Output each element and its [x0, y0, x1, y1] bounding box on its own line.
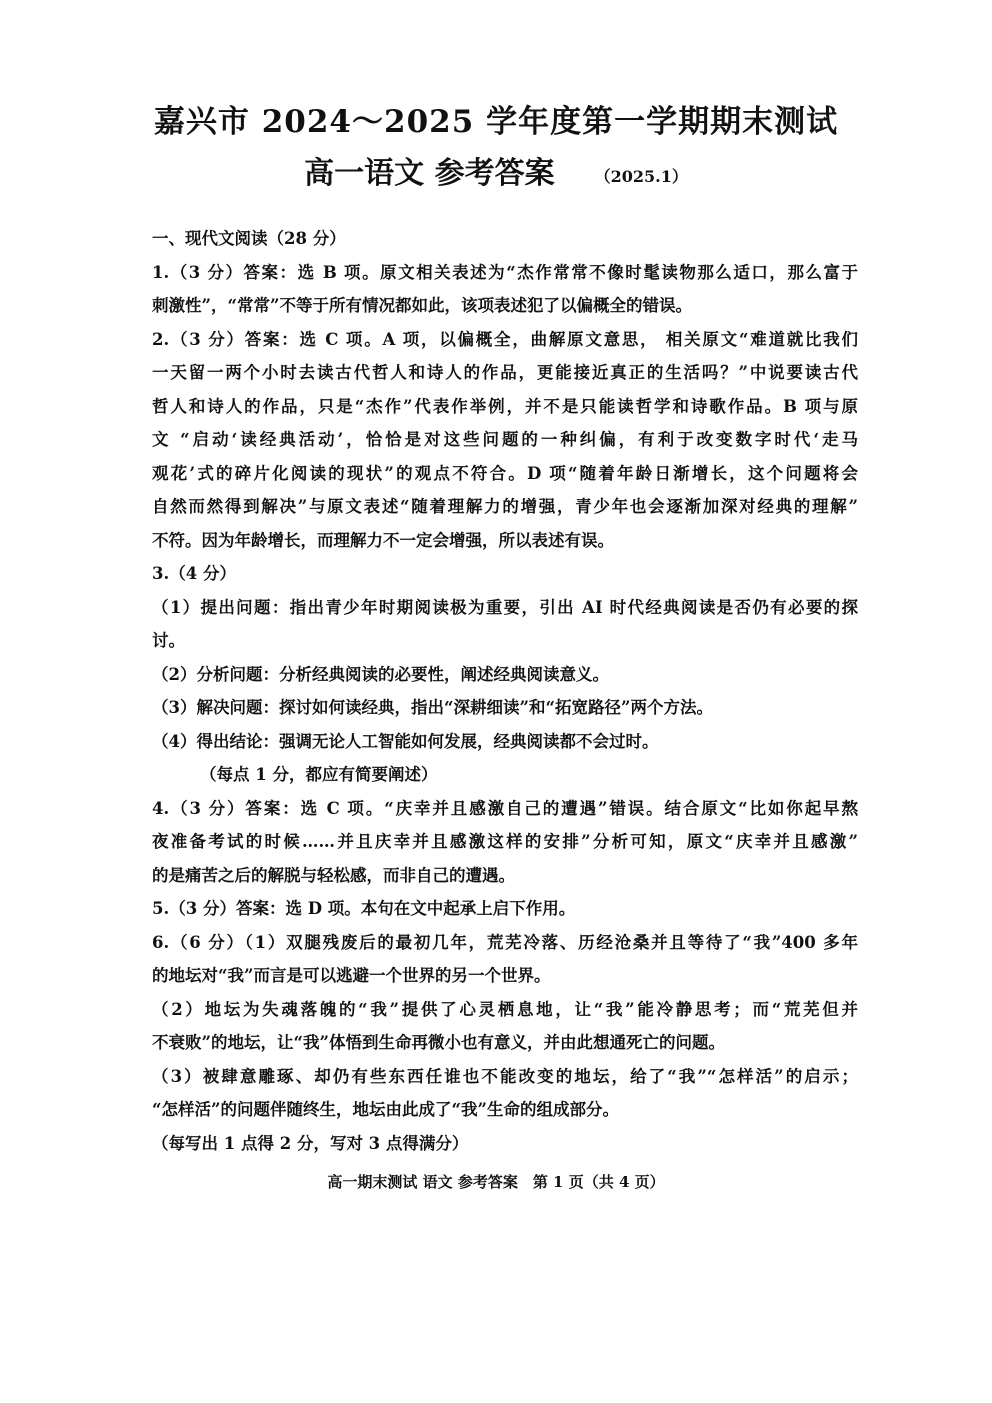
answer-line: 4.（3 分）答案：选 C 项。“庆幸并且感激自己的遭遇”错误。结合原文“比如你起早熬: [152, 798, 858, 818]
answer-line: “怎样活”的问题伴随终生，地坛由此成了“我”生命的组成部分。: [152, 1100, 619, 1119]
answer-line: 2.（3 分）答案：选 C 项。A 项，以偏概全，曲解原文意思， 相关原文“难道就比我们: [152, 329, 858, 349]
answer-line: 不符。因为年龄增长，而理解力不一定会增强，所以表述有误。: [152, 530, 614, 550]
answer-line: 6.（6 分）（1）双腿残废后的最初几年，荒芜冷落、历经沧桑并且等待了“我”400 多年: [152, 932, 858, 952]
answer-line: 哲人和诗人的作品，只是“杰作”代表作举例，并不是只能读哲学和诗歌作品。B 项与原: [152, 396, 858, 416]
answer-line: 不衰败”的地坛，让“我”体悟到生命再微小也有意义，并由此想通死亡的问题。: [152, 1033, 725, 1052]
answer-line: （1）提出问题：指出青少年时期阅读极为重要，引出 AI 时代经典阅读是否仍有必要的探: [152, 597, 858, 617]
document-subtitle: [0, 148, 992, 192]
answer-line: 观花’式的碎片化阅读的现状”的观点不符合。D 项“随着年龄日渐增长，这个问题将会: [152, 463, 858, 483]
answer-line: （每点 1 分，都应有简要阐述）: [200, 765, 438, 784]
answer-line: （每写出 1 点得 2 分，写对 3 点得满分）: [152, 1133, 469, 1153]
subtitle-text: 高一语文 参考答案: [304, 156, 555, 191]
answer-line: （2）分析问题：分析经典阅读的必要性，阐述经典阅读意义。: [152, 664, 609, 684]
answer-line: 5.（3 分）答案：选 D 项。本句在文中起承上启下作用。: [152, 899, 576, 918]
answer-line: 文 “启动‘读经典活动’，恰恰是对这些问题的一种纠偏，有利于改变数字时代‘走马: [152, 430, 858, 449]
answer-line: 夜准备考试的时候……并且庆幸并且感激这样的安排”分析可知，原文“庆幸并且感激”: [152, 832, 858, 851]
answer-line: 讨。: [152, 631, 185, 650]
answer-line: 刺激性”，“常常”不等于所有情况都如此，该项表述犯了以偏概全的错误。: [152, 296, 692, 315]
answer-body: [152, 222, 858, 1160]
answer-line: 3.（4 分）: [152, 564, 236, 583]
answer-line: 的是痛苦之后的解脱与轻松感，而非自己的遭遇。: [152, 865, 515, 885]
answer-line: （3）解决问题：探讨如何读经典，指出“深耕细读”和“拓宽路径”两个方法。: [152, 698, 713, 717]
page-footer: 高一期末测试 语文 参考答案 第 1 页（共 4 页）: [327, 1173, 665, 1191]
answer-line: （4）得出结论：强调无论人工智能如何发展，经典阅读都不会过时。: [152, 731, 659, 751]
answer-line: 1.（3 分）答案：选 B 项。原文相关表述为“杰作常常不像时髦读物那么适口，那么富于: [152, 262, 858, 282]
exam-date: （2025.1）: [594, 166, 688, 186]
answer-line: 自然而然得到解决”与原文表述“随着理解力的增强，青少年也会逐渐加深对经典的理解”: [152, 497, 858, 516]
document-title: 嘉兴市 2024～2025 学年度第一学期期末测试: [153, 104, 839, 140]
answer-line: （2）地坛为失魂落魄的“我”提供了心灵栖息地，让“我”能冷静思考；而“荒芜但并: [152, 999, 858, 1019]
answer-line: 一天留一两个小时去读古代哲人和诗人的作品，更能接近真正的生活吗？”中说要读古代: [152, 363, 858, 382]
answer-line: 的地坛对“我”而言是可以逃避一个世界的另一个世界。: [152, 966, 551, 985]
answer-line: （3）被肆意雕琢、却仍有些东西任谁也不能改变的地坛，给了“我”“怎样活”的启示；: [152, 1066, 858, 1086]
answer-line: 一、现代文阅读（28 分）: [152, 229, 346, 248]
